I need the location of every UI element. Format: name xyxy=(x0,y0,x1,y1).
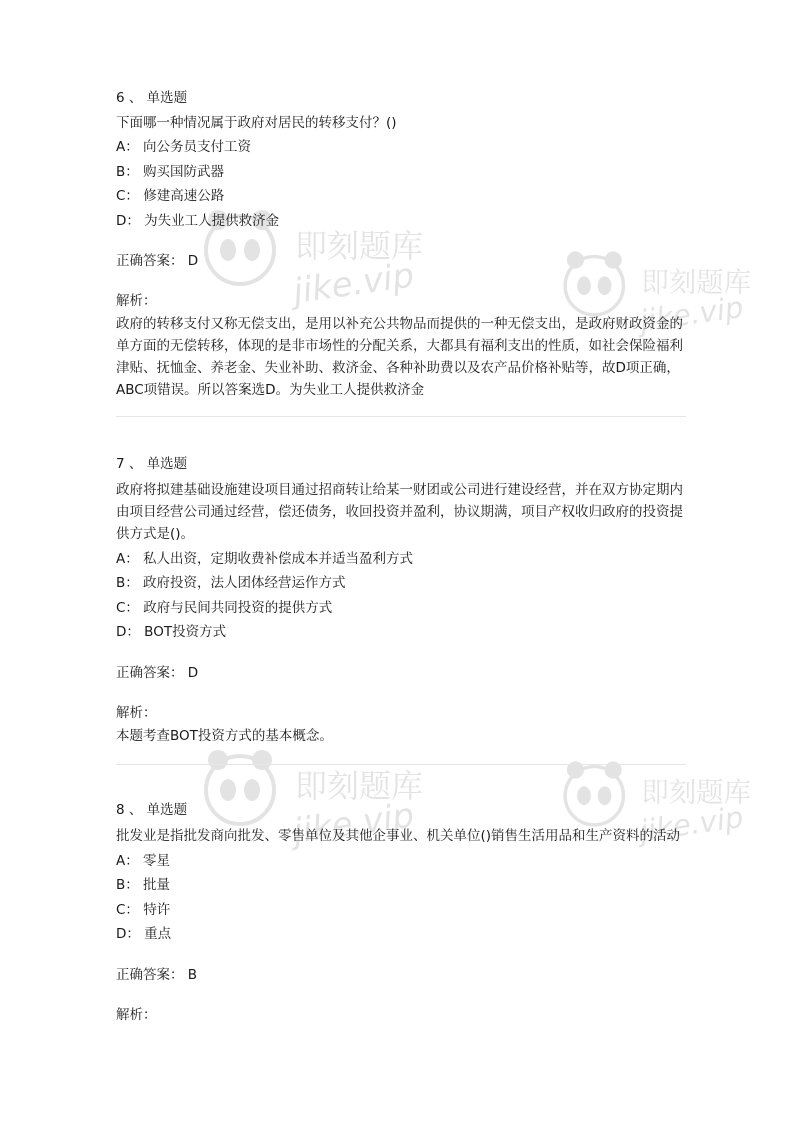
option-c: C： 政府与民间共同投资的提供方式 xyxy=(116,599,333,616)
analysis-label: 解析： xyxy=(116,704,157,721)
watermark-url: jike.vip xyxy=(637,799,746,849)
question-header: 7 、 单选题 xyxy=(116,456,188,472)
option-a: A： 向公务员支付工资 xyxy=(116,139,252,155)
option-a: A： 零星 xyxy=(116,852,171,869)
option-b: B： 批量 xyxy=(116,877,171,893)
question-stem: 政府将拟建基础设施建设项目通过招商转让给某一财团或公司进行建设经营，并在双方协定期内由项目经营公司通过经营，偿还债务，收回投资并盈利，协议期满，项目产权收归政府的投资提供方式是()。 xyxy=(116,481,683,542)
question-divider xyxy=(116,416,686,417)
option-b: B： 购买国防武器 xyxy=(116,163,225,180)
question-stem: 批发业是指批发商向批发、零售单位及其他企事业、机关单位()销售生活用品和生产资料的活动 xyxy=(116,827,681,844)
question-header: 6 、 单选题 xyxy=(116,90,188,106)
analysis-label: 解析： xyxy=(116,293,157,309)
option-b: B： 政府投资，法人团体经营运作方式 xyxy=(116,575,346,591)
watermark-brand: 即刻题库 xyxy=(295,227,424,265)
question-6 xyxy=(116,86,686,401)
correct-answer: 正确答案： B xyxy=(116,966,198,983)
option-c: C： 修建高速公路 xyxy=(116,188,225,204)
option-d: D： 为失业工人提供救济金 xyxy=(116,212,280,229)
watermark-url: jike.vip xyxy=(290,795,417,852)
question-divider xyxy=(116,764,686,765)
analysis-text: 本题考查BOT投资方式的基本概念。 xyxy=(116,727,333,744)
option-d: D： BOT投资方式 xyxy=(116,624,227,640)
watermark-brand: 即刻题库 xyxy=(295,767,424,805)
analysis-text: 政府的转移支付又称无偿支出，是用以补充公共物品而提供的一种无偿支出，是政府财政资金的单方面的无偿转移，体现的是非市场性的分配关系，大都具有福利支出的性质，如社会保险福利津贴、抚恤金、养老金、失业补助、救济金、各种补助费以及农产品价格补贴等，故D项正确，ABC项错误。所以答案选D。为失业工人提供救济金 xyxy=(116,316,683,398)
question-header: 8 、 单选题 xyxy=(116,802,188,818)
analysis-label: 解析： xyxy=(116,1006,157,1023)
correct-answer: 正确答案： D xyxy=(116,664,199,681)
option-d: D： 重点 xyxy=(116,926,172,942)
question-8 xyxy=(116,798,686,1027)
watermark-brand: 即刻题库 xyxy=(641,777,752,809)
option-a: A： 私人出资，定期收费补偿成本并适当盈利方式 xyxy=(116,550,414,567)
watermark-url: jike.vip xyxy=(290,255,417,312)
option-c: C： 特许 xyxy=(116,901,171,918)
question-7 xyxy=(116,452,686,747)
correct-answer: 正确答案： D xyxy=(116,253,199,269)
watermark-brand: 即刻题库 xyxy=(641,267,752,299)
watermark-url: jike.vip xyxy=(637,289,746,339)
question-stem: 下面哪一种情况属于政府对居民的转移支付？() xyxy=(116,114,397,131)
